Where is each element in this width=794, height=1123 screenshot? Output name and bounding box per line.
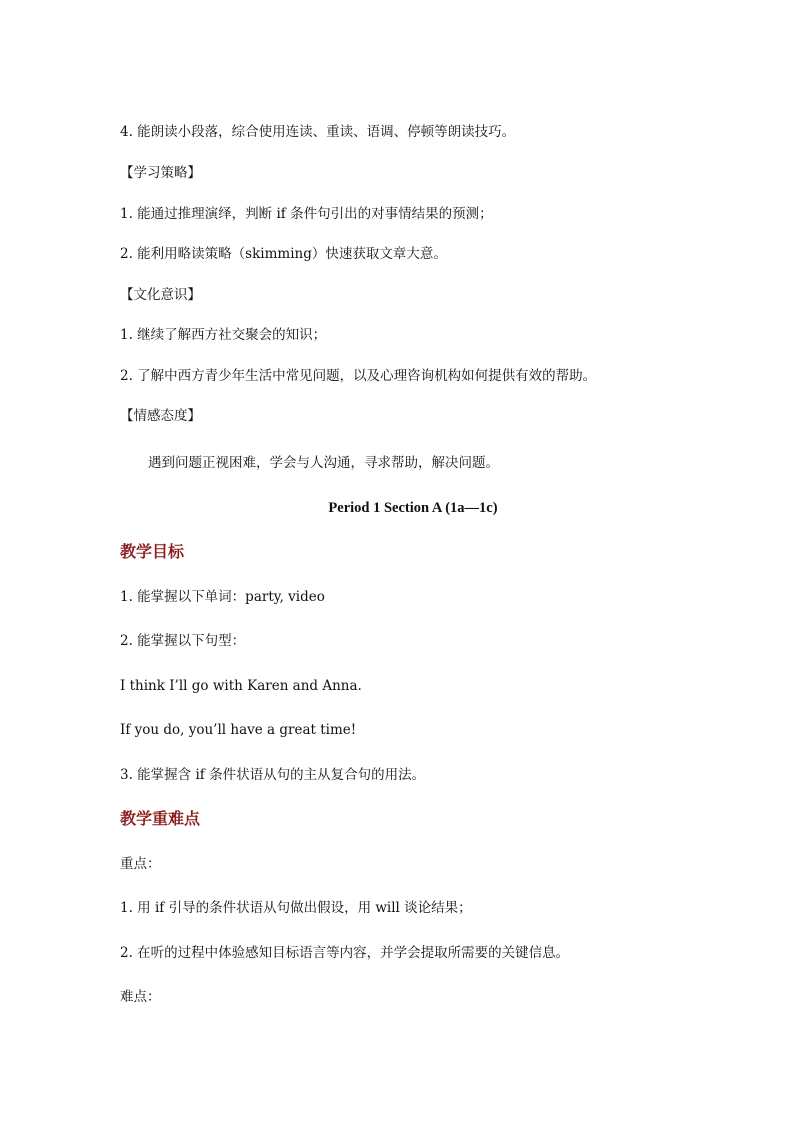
difficulty-label: 难点：: [120, 989, 161, 1005]
attitude-heading: 【情感态度】: [120, 408, 201, 424]
strategy-heading: 【学习策略】: [120, 165, 201, 181]
example-sentence-2: If you do, you’ll have a great time!: [120, 722, 357, 738]
objective-item-2: 2. 能掌握以下句型：: [120, 633, 246, 649]
attitude-text: 遇到问题正视困难，学会与人沟通，寻求帮助，解决问题。: [148, 455, 499, 471]
objective-item-1: 1. 能掌握以下单词：party, video: [120, 589, 325, 605]
key-points-heading: 教学重难点: [120, 809, 201, 828]
objectives-heading: 教学目标: [120, 542, 185, 561]
period-title: Period 1 Section A (1a—1c): [328, 500, 498, 516]
culture-heading: 【文化意识】: [120, 287, 201, 303]
reading-skill-item: 4. 能朗读小段落，综合使用连读、重读、语调、停顿等朗读技巧。: [120, 124, 516, 140]
example-sentence-1: I think I’ll go with Karen and Anna.: [120, 678, 362, 694]
focus-label: 重点：: [120, 856, 161, 872]
strategy-item-2: 2. 能利用略读策略（skimming）快速获取文章大意。: [120, 246, 447, 262]
objective-item-3: 3. 能掌握含 if 条件状语从句的主从复合句的用法。: [120, 767, 426, 783]
culture-item-1: 1. 继续了解西方社交聚会的知识；: [120, 327, 327, 343]
strategy-item-1: 1. 能通过推理演绎，判断 if 条件句引出的对事情结果的预测；: [120, 206, 493, 222]
focus-item-1: 1. 用 if 引导的条件状语从句做出假设，用 will 谈论结果；: [120, 900, 472, 916]
culture-item-2: 2. 了解中西方青少年生活中常见问题，以及心理咨询机构如何提供有效的帮助。: [120, 368, 597, 384]
focus-item-2: 2. 在听的过程中体验感知目标语言等内容，并学会提取所需要的关键信息。: [120, 945, 570, 961]
